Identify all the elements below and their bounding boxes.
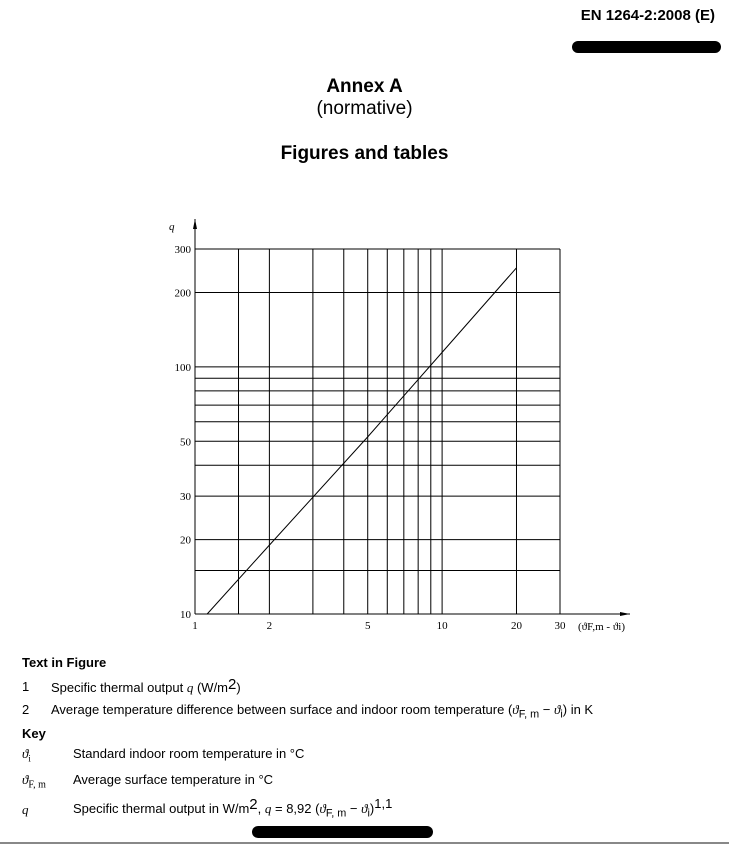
x-tick-label: 30	[554, 620, 566, 632]
redaction-bar	[572, 41, 721, 53]
x-tick-label: 2	[266, 620, 273, 632]
x-axis-symbol: (ϑF,m - ϑi)	[578, 621, 625, 633]
x-tick-label: 1	[192, 620, 198, 632]
annex-subtitle: (normative)	[316, 98, 413, 119]
figure-text-2: Average temperature difference between surface and indoor room temperature $(ϑ_{F, m} - ϑ_i)$ in K	[51, 702, 594, 721]
x-axis-arrow	[620, 612, 630, 616]
key-heading: Key	[22, 726, 46, 741]
y-tick-label: 30	[180, 491, 191, 504]
y-tick-label: 10	[180, 609, 191, 621]
key-text-q: Specific thermal output in W/m2, q = 8,92 $(ϑ_{F, m} - ϑ_i)1,1$	[73, 796, 393, 820]
y-tick-label: 50	[180, 436, 191, 449]
key-text-theta-fm: Average surface temperature in °C	[73, 772, 274, 787]
x-tick-label: 5	[364, 620, 371, 632]
annex-title: Annex A	[326, 76, 403, 97]
text-in-figure-heading: Text in Figure	[22, 655, 107, 670]
key-text-theta-i: Standard indoor room temperature in °C	[73, 746, 305, 761]
redaction-bar	[252, 826, 433, 838]
x-tick-label: 10	[436, 620, 448, 632]
key-symbol-q: q	[22, 802, 29, 817]
y-tick-label: 300	[174, 244, 191, 256]
y-tick-label: 20	[180, 534, 191, 547]
y-tick-label: 200	[174, 287, 191, 300]
y-tick-label: 100	[174, 361, 191, 374]
x-tick-label: 20	[510, 620, 522, 632]
key-symbol-theta-i: $ϑ_i$	[22, 746, 31, 764]
section-title: Figures and tables	[280, 143, 449, 164]
key-symbol-theta-fm: $ϑ_{F, m}$	[22, 772, 46, 791]
document-id: EN 1264-2:2008 (E)	[580, 7, 715, 24]
figure-text-number-1: 1	[22, 679, 30, 694]
thermal-output-chart	[0, 205, 729, 645]
figure-text-1: Specific thermal output q (W/m2)	[51, 676, 241, 695]
figure-text-number-2: 2	[22, 702, 30, 717]
y-axis-arrow	[193, 219, 197, 229]
y-axis-symbol: q	[169, 221, 175, 233]
